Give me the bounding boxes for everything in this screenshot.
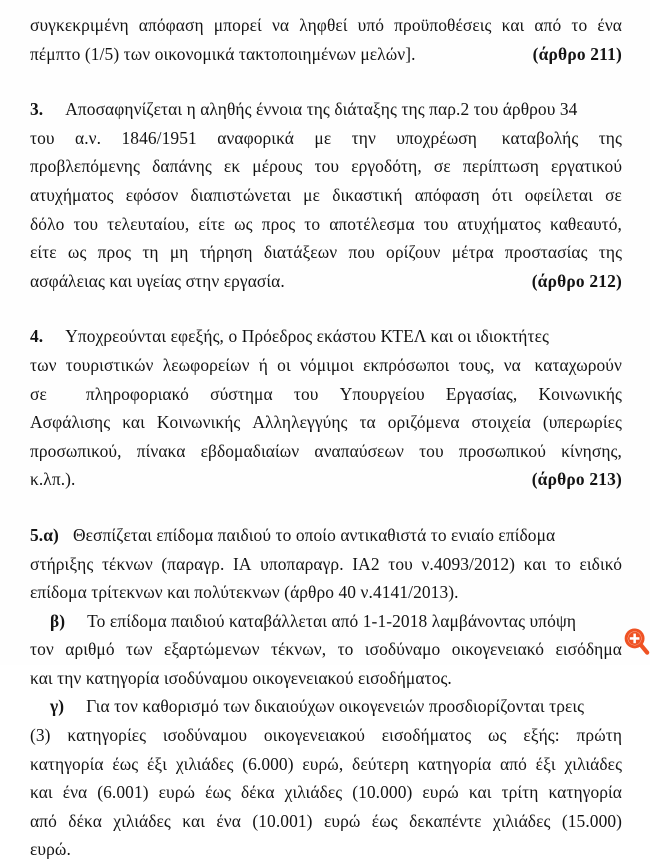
line-text: στήριξης τέκνων (παραγρ. ΙΑ υποπαραγρ. ΙΑ2 του ν.4093/2012) και το ειδικό	[30, 553, 623, 574]
text-line	[30, 807, 622, 836]
line-text: πέμπτο (1/5) των οικονομικά τακτοποιημένων μελών].	[30, 43, 416, 64]
document-body	[30, 0, 622, 864]
line-text: τον αριθμό των εξαρτώμενων τέκνων, το ισοδύναμο οικογενειακό εισόδημα	[30, 639, 623, 660]
line-text: είτε ως προς τη μη τήρηση διατάξεων που ορίζουν μέτρα προστασίας της	[30, 242, 623, 263]
line-text: Αποσαφηνίζεται η αληθής έννοια της διάταξης της παρ.2 του άρθρου 34	[65, 99, 578, 120]
text-line	[30, 578, 622, 607]
line-text: σε πληροφοριακό σύστημα του Υπουργείου Εργασίας, Κοινωνικής	[30, 383, 623, 404]
text-line	[30, 437, 622, 466]
text-line-with-article-ref	[30, 40, 622, 69]
line-text: του α.ν. 1846/1951 αναφορικά με την υποχρέωση καταβολής της	[30, 127, 622, 148]
paragraph-spacer	[30, 295, 622, 322]
text-line	[30, 778, 622, 807]
text-line	[30, 664, 622, 693]
paragraph-5c	[30, 692, 622, 864]
line-text: προβλεπόμενης δαπάνης εκ μέρους του εργοδότη, σε περίπτωση εργατικού	[30, 156, 623, 177]
line-text: (3) κατηγορίες ισοδύναμου οικογενειακού εισοδήματος ως εξής: πρώτη	[30, 725, 623, 746]
zoom-in-icon[interactable]	[624, 627, 650, 656]
paragraph-continued	[30, 0, 622, 68]
paragraph-number: γ)	[50, 696, 65, 717]
line-text: ασφάλειας και υγείας στην εργασία.	[30, 270, 285, 291]
text-line	[30, 181, 622, 210]
text-line	[30, 408, 622, 437]
text-line	[30, 835, 622, 864]
text-line	[30, 750, 622, 779]
article-reference: (άρθρο 213)	[531, 469, 622, 490]
line-text: ευρώ.	[30, 839, 71, 860]
line-text: Το επίδομα παιδιού καταβάλλεται από 1-1-2018 λαμβάνοντας υπόψη	[87, 610, 577, 631]
paragraph-spacer	[30, 494, 622, 521]
text-line	[30, 152, 622, 181]
text-line	[30, 721, 622, 750]
paragraph-4	[30, 322, 622, 494]
text-line-with-article-ref	[30, 465, 622, 494]
paragraph-3	[30, 95, 622, 295]
line-text: Για τον καθορισμό των δικαιούχων οικογενειών προσδιορίζονται τρεις	[86, 696, 585, 717]
line-text: Θεσπίζεται επίδομα παιδιού το οποίο αντικαθιστά το ενιαίο επίδομα	[72, 524, 556, 545]
line-text: κ.λπ.).	[30, 469, 76, 490]
line-text: Ασφάλισης και Κοινωνικής Αλληλεγγύης τα οριζόμενα στοιχεία (υπερωρίες	[30, 412, 622, 433]
line-text: κατηγορία έως έξι χιλιάδες (6.000) ευρώ, δεύτερη κατηγορία από έξι χιλιάδες	[30, 753, 623, 774]
line-text: ατυχήματος εφόσον διαπιστώνεται με δικαστική απόφαση ότι οφείλεται σε	[30, 184, 622, 205]
text-line	[30, 692, 622, 721]
line-text: επίδομα τρίτεκνων και πολύτεκνων (άρθρο 40 ν.4141/2013).	[30, 582, 459, 603]
text-line	[30, 124, 622, 153]
line-text: προσωπικού, πίνακα εβδομαδιαίων αναπαύσεων του προσωπικού κίνησης,	[30, 440, 622, 461]
text-line	[30, 635, 622, 664]
article-reference: (άρθρο 211)	[532, 43, 622, 64]
text-line	[30, 238, 622, 267]
paragraph-5a	[30, 521, 622, 607]
paragraph-number: 3.	[30, 99, 44, 120]
paragraph-5b	[30, 607, 622, 693]
line-text: των τουριστικών λεωφορείων ή οι νόμιμοι εκπρόσωποι τους, να καταχωρούν	[30, 354, 622, 375]
text-line	[30, 351, 622, 380]
text-line	[30, 380, 622, 409]
text-line-with-article-ref	[30, 267, 622, 296]
line-text: και ένα (6.001) ευρώ έως δέκα χιλιάδες (10.000) ευρώ και τρίτη κατηγορία	[30, 782, 623, 803]
text-line	[30, 521, 622, 550]
line-text: από δέκα χιλιάδες και ένα (10.001) ευρώ έως δεκαπέντε χιλιάδες (15.000)	[30, 810, 623, 831]
paragraph-number: 5.α)	[30, 524, 59, 545]
article-reference: (άρθρο 212)	[531, 270, 622, 291]
text-line	[30, 210, 622, 239]
paragraph-number: β)	[50, 610, 66, 631]
line-text: συγκεκριμένη απόφαση μπορεί να ληφθεί υπό προϋποθέσεις και από το ένα	[30, 15, 622, 35]
text-line	[30, 607, 622, 636]
paragraph-number: 4.	[30, 326, 44, 347]
text-line	[30, 95, 622, 124]
text-line	[30, 11, 622, 40]
text-line	[30, 550, 622, 579]
paragraph-spacer	[30, 68, 622, 95]
line-text: και την κατηγορία ισοδύναμου οικογενειακού εισοδήματος.	[30, 667, 452, 688]
text-line	[30, 322, 622, 351]
line-text: Υποχρεούνται εφεξής, ο Πρόεδρος εκάστου ΚΤΕΛ και οι ιδιοκτήτες	[65, 326, 549, 347]
line-text: δόλο του τελευταίου, είτε ως προς το αποτέλεσμα του ατυχήματος καθεαυτό,	[30, 213, 622, 234]
